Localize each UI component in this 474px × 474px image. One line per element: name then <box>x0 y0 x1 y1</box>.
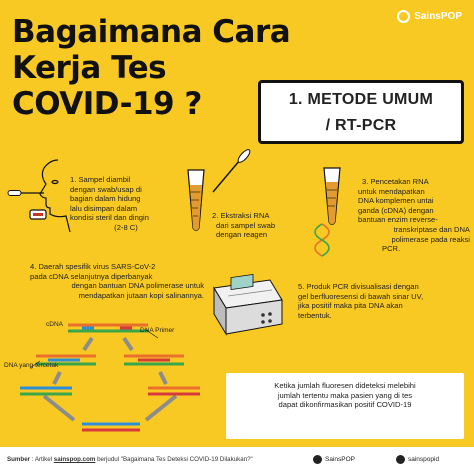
source-citation <box>7 456 253 463</box>
step-5-line: terbentuk. <box>298 310 332 320</box>
source-suffix: berjudul "Bagaimana Tes Deteksi COVID-19 Dilakukan?" <box>95 456 253 463</box>
pcr-machine-icon <box>214 274 282 334</box>
source-link[interactable]: sainspop.com <box>53 456 96 463</box>
result-line: Ketika jumlah fluoresen dideteksi melebihi <box>274 381 416 390</box>
step-3-line: DNA komplemen untai <box>358 196 434 206</box>
dna-primer-label: DNA Primer <box>140 327 175 334</box>
step-3-line: transkriptase dan DNA <box>393 224 470 234</box>
step-1-line: dengan swab/usap di <box>70 184 142 194</box>
step-1-line: lalu disimpan dalam <box>70 203 138 213</box>
step-5-text <box>298 282 468 320</box>
source-prefix: : Artikel <box>30 456 54 463</box>
step-3-line: ganda (cDNA) dengan <box>358 205 434 215</box>
step-5-line: 5. Produk PCR divisualisasi dengan <box>298 282 419 291</box>
step-3-text <box>358 177 470 254</box>
title-line-2: Kerja Tes <box>12 50 167 86</box>
step-5-line: gel berfluoresensi di bawah sinar UV, <box>298 291 424 301</box>
step-4-line: dengan bantuan DNA polimerase untuk <box>71 281 204 291</box>
step-1-line: 1. Sampel diambil <box>70 175 131 184</box>
step-3-line: PCR. <box>382 244 401 254</box>
step-2-line: dari sampel swab <box>216 220 276 230</box>
step-1-text <box>70 175 182 233</box>
dna-helix-icon <box>315 224 329 256</box>
cdna-strand-right <box>124 356 184 364</box>
step-3-line: polimerase pada reaksi <box>391 234 470 244</box>
method-heading-line-1: 1. METODE UMUM <box>288 91 434 108</box>
amplification-diagram <box>20 325 200 430</box>
test-tube-icon <box>188 170 204 231</box>
result-line: jumlah tertentu maka pasien yang di tes <box>277 390 413 400</box>
instagram-label: sainspopid <box>408 456 440 463</box>
step-4-line: pada cDNA selanjutnya diperbanyak <box>30 271 153 281</box>
title-line-1: Bagaimana Cara <box>12 14 291 50</box>
step-2-text <box>212 211 302 240</box>
result-box <box>226 373 464 439</box>
copied-dna-label: DNA yang tercetak <box>4 362 59 369</box>
sample-tube-icon <box>30 210 46 219</box>
step-1-line: bagian dalam hidung <box>70 194 141 204</box>
step-5-line: jika positif maka pita DNA akan <box>298 301 403 311</box>
swab-stick-icon <box>8 191 44 196</box>
method-heading-line-2: / RT-PCR <box>325 117 397 134</box>
step-4-line: mendapatkan jutaan kopi salinannya. <box>78 290 204 300</box>
footer <box>0 447 474 474</box>
final-copy-strand <box>82 424 140 430</box>
step-4-line: 4. Daerah spesifik virus SARS-CoV-2 <box>30 262 156 271</box>
result-line: dapat dikonfirmasikan positif COVID-19 <box>278 400 412 410</box>
step-1-line: kondisi steril dan dingin <box>70 213 149 223</box>
result-text <box>236 381 454 410</box>
step-2-line: dengan reagen <box>216 230 268 240</box>
instagram-handle[interactable] <box>396 455 439 464</box>
swab-icon <box>213 148 252 192</box>
step-1-line: (2-8 C) <box>114 222 138 232</box>
copied-strand-left <box>20 388 72 394</box>
face-profile-icon <box>40 160 70 232</box>
step-4-text <box>24 262 204 300</box>
cdna-strand-top <box>68 325 148 331</box>
title-line-3: COVID-19 ? <box>12 86 202 122</box>
step-2-line: 2. Ekstraksi RNA <box>212 211 270 220</box>
instagram-icon <box>396 455 405 464</box>
step-3-line: bantuan enzim reverse- <box>358 215 438 225</box>
source-label: Sumber <box>7 456 31 463</box>
branch-arrows <box>44 338 176 420</box>
reaction-tube-icon <box>324 168 340 225</box>
facebook-label: SainsPOP <box>325 456 355 463</box>
facebook-handle[interactable] <box>313 455 355 464</box>
cdna-label: cDNA <box>46 321 63 328</box>
step-3-line: untuk mendapatkan <box>358 186 425 196</box>
copied-strand-right <box>148 388 200 394</box>
brand-name: SainsPOP <box>414 11 462 22</box>
step-3-line: 3. Pencetakan RNA <box>362 177 429 186</box>
facebook-icon <box>313 455 322 464</box>
